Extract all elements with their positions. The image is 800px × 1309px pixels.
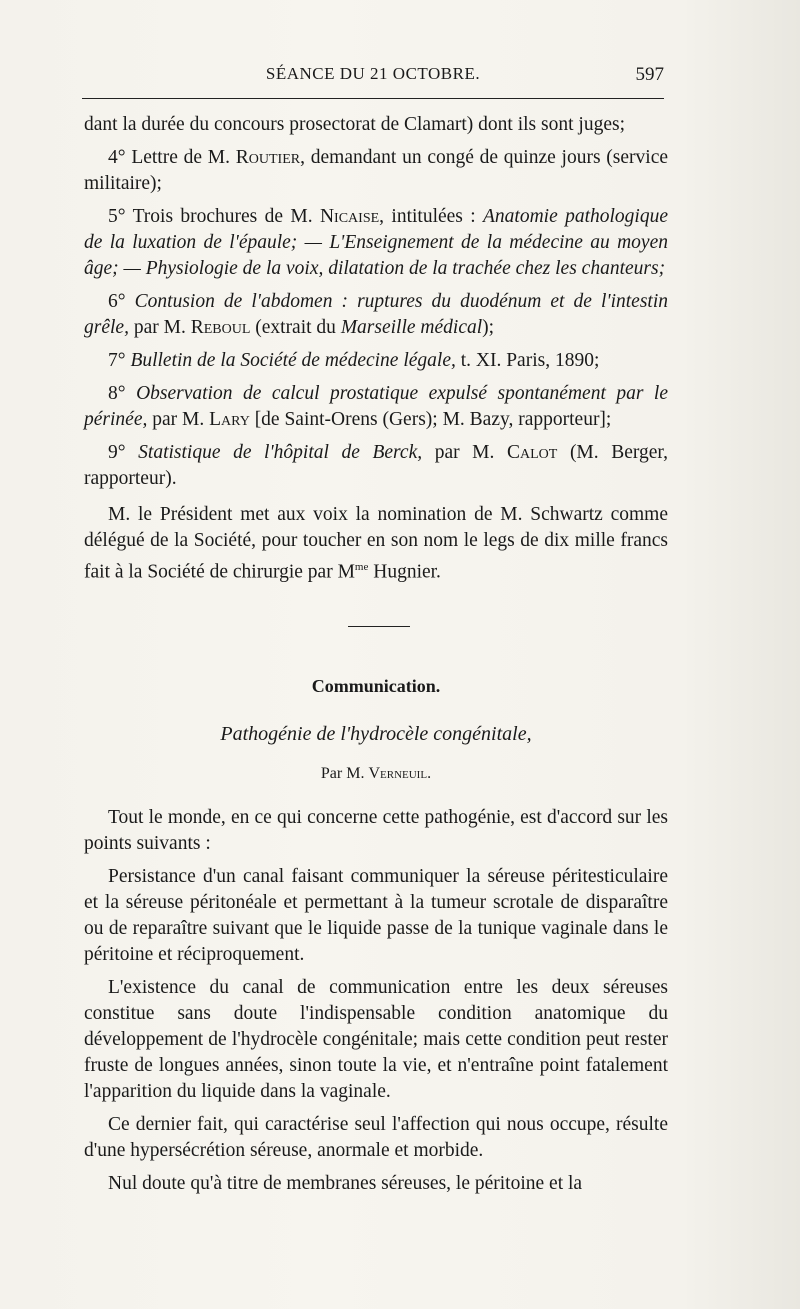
item-title: Statistique de l'hôpital de Berck, [138, 442, 423, 463]
item-title: Contusion de l'abdomen : ruptures du duodénum et de l'intestin grêle, [84, 291, 668, 338]
item-number: 7° [108, 350, 126, 371]
list-item-9 [84, 440, 668, 492]
item-text: par M. [133, 317, 186, 338]
item-text: par M. [434, 442, 495, 463]
article-paragraph: Persistance d'un canal faisant communiquer la séreuse péritesticulaire et la séreuse péritonéale et permettant à la tumeur scrotale de disparaître ou de reparaître suivant que le liquide passe de la tunique vaginale dans le péritoine et réciproquement. [84, 865, 668, 965]
article-paragraph: Tout le monde, en ce qui concerne cette pathogénie, est d'accord sur les points suivants : [84, 806, 668, 854]
byline-prefix: Par M. [320, 764, 365, 782]
author-name: Routier [235, 147, 301, 168]
paragraph-text: Hugnier. [368, 561, 441, 583]
item-number: 6° [108, 291, 126, 312]
article-title: Pathogénie de l'hydrocèle congénitale, [220, 722, 532, 745]
paragraph-text: M. le Président met aux voix la nomination de M. Schwartz comme délégué de la Société, pour toucher en son nom le legs de dix mille francs fait à la Société de chirurgie par M [84, 504, 668, 583]
item-number: 8° [108, 383, 126, 404]
president-paragraph [84, 502, 668, 586]
article-paragraph: L'existence du canal de communication entre les deux séreuses constitue sans doute l'indispensable condition anatomique du développement de l'hydrocèle congénitale; mais cette condition peut rester fruste de longues années, sinon toute la vie, et n'entraîne point fatalement l'apparition du liquide dans la vaginale. [84, 976, 668, 1102]
header-rule [82, 98, 664, 99]
section-separator [348, 626, 410, 627]
item-title: Anatomie pathologique de la luxation de l'épaule; — L'Enseignement de la médecine au moyen âge; — Physiologie de la voix, dilatation de la trachée chez les chanteurs; [84, 206, 669, 279]
list-continuation [84, 112, 668, 138]
running-head [82, 64, 664, 94]
item-text: (extrait du [255, 317, 336, 338]
list-item-4 [84, 145, 668, 197]
page-body [84, 112, 668, 1204]
item-number: 4° [108, 147, 126, 168]
item-title: Observation de calcul prostatique expulsé spontanément par le périnée, [84, 383, 668, 430]
author-name: Reboul [190, 317, 251, 338]
item-text: [de Saint-Orens (Gers); M. Bazy, rapporteur]; [254, 409, 612, 430]
continuation-text: dant la durée du concours prosectorat de Clamart) dont ils sont juges; [84, 114, 625, 135]
running-head-title: SÉANCE DU 21 OCTOBRE. [265, 64, 481, 83]
item-number: 9° [108, 442, 126, 463]
item-text: (M. Berger, rapporteur). [84, 442, 669, 489]
item-number: 5° [108, 206, 126, 227]
article-paragraph: Ce dernier fait, qui caractérise seul l'affection qui nous occupe, résulte d'une hypersécrétion séreuse, anormale et morbide. [84, 1113, 668, 1161]
journal-title: Marseille médical [340, 317, 483, 338]
item-text: par M. [152, 409, 205, 430]
superscript: me [354, 561, 369, 573]
item-title: Bulletin de la Société de médecine légale, [130, 350, 456, 371]
item-text: Trois brochures de M. [132, 206, 313, 227]
article-paragraph: Nul doute qu'à titre de membranes séreuses, le péritoine et la [108, 1172, 583, 1194]
page-number: 597 [635, 64, 664, 85]
item-text: t. XI. Paris, 1890; [460, 350, 600, 371]
list-item-5 [84, 204, 668, 282]
author-name: Lary [209, 409, 250, 430]
item-text: , intitulées : [379, 206, 476, 227]
list-item-6 [84, 289, 668, 341]
item-text: Lettre de M. [131, 147, 231, 168]
list-item-8 [84, 381, 668, 433]
author-name: Calot [507, 442, 558, 463]
author-name: Nicaise [319, 206, 380, 227]
byline-author: Verneuil. [368, 764, 432, 782]
item-text: ); [482, 317, 495, 338]
section-title: Communication. [311, 675, 441, 696]
list-item-7 [84, 348, 668, 374]
item-text: , demandant un congé de quinze jours (service militaire); [84, 147, 669, 194]
byline [84, 761, 668, 787]
